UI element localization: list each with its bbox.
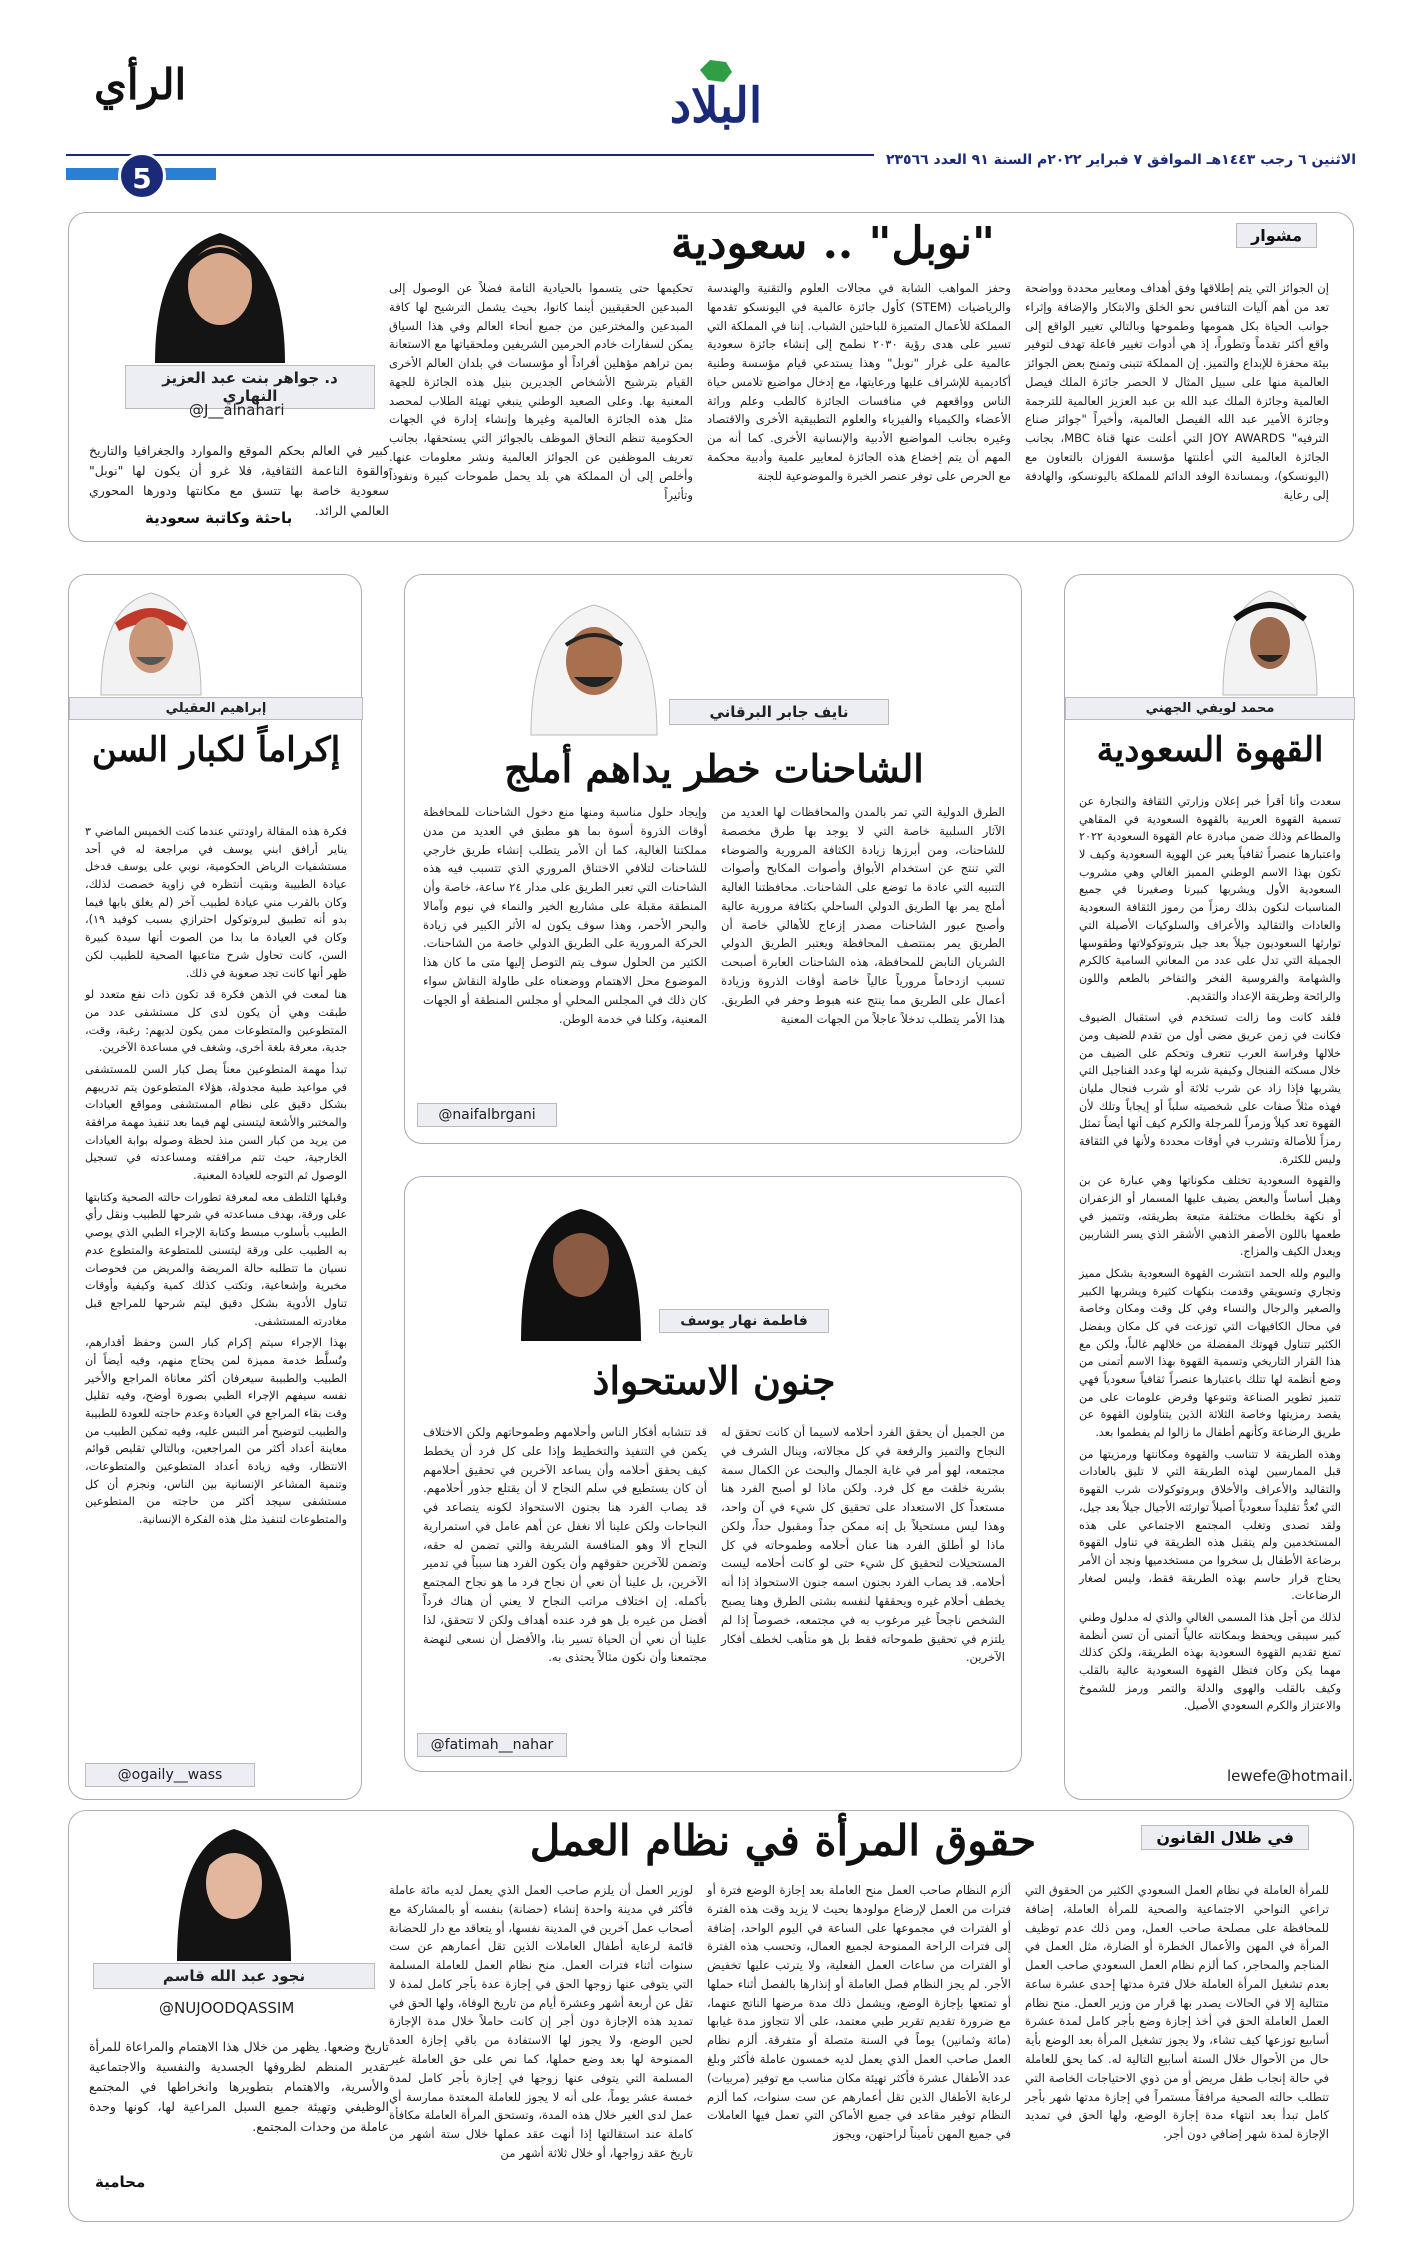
article-column-1: للمرأة العاملة في نظام العمل السعودي الكثير من الحقوق التي تراعي النواحي الاجتماعية والصحية للمرأة العاملة، إضافة للمحافظة على مصلحة صاحب العمل، ومن ذلك عدم توظيف المرأة في المهن والأعمال الخطرة أو الضارة، مثل العمل في المناجم والمحاجر، كما ألزم نظام العمل السعودي صاحب العمل بعدم تشغيل المرأة العاملة خلال فترة مدتها إحدى عشرة ساعة متتالية إلا في الحالات يصدر بها قرار من وزير العمل. منح نظام العمل العاملة الحق في أخذ إجازة وضع بأجر كامل لمدة عشرة أسابيع توزعها كيف تشاء، ولا يجوز تشغيل المرأة بعد الوضع بأية حال من الأحوال خلال الستة أسابيع التالية له. كما يحق للعاملة في حالة إنجاب طفل مريض أو من ذوي الاحتياجات الخاصة التي تتطلب حالته الصحية مرافقاً مستمراً في إجازة مدتها شهر بأجر كامل تبدأ بعد انتهاء مدة إجازة الوضع، ولها الحق في تمديد الإجازة لمدة شهر إضافي دون أجر.: [1025, 1883, 1329, 2142]
article-headline: جنون الاستحواذ: [592, 1358, 836, 1403]
paragraph: فكرة هذه المقالة راودتني عندما كنت الخميس الماضي ٣ يناير أرافق ابني يوسف في مراجعة له في أحد مستشفيات الرياض الحكومية، نوبي على يوسف فدخل عيادة الطبيبة وبقيت أنتظره في زاوية خصصت لذلك، وكان بالقرب مني عيادة لطبيب آخر (لم يغلق بابها فيما بدو أنه تطبيق لبروتوكول احترازي بسبب كوفيد ١٩)، وكان في العيادة ما بدا من الصوت أنها سيدة كبيرة السن، كانت تحاول شرح متاعبها الصحية للطبيب لكن ظهر أنها كانت تجد صعوبة في ذلك.: [85, 825, 347, 980]
article-column-1: الطرق الدولية التي تمر بالمدن والمحافظات لها العديد من الآثار السلبية خاصة التي لا يوجد بها طرق مخصصة للشاحنات، ومن أبرزها زيادة الكثافة المرورية والضوضاء التي تنتج عن استخدام الأبواق وأصوات المكابح وأصوات التنبيه التي عادة ما توضع على الشاحنات. محافظتنا الغالية أملج يمر بها الطريق الدولي الساحلي بكثافة مرورية عالية وأصبح عبور الشاحنات مصدر إزعاج للأهالي خاصة أن الطريق يمر بمنتصف المحافظة ويعتبر الطريق الدولي الشريان النابض للمحافظة، هذه الشاحنات العابرة أصبحت تسبب ازدحاماً مرورياً عالياً خاصة أوقات الذروة وزيادة أعمال على الطريق مما ينتج عنه هبوط وحفر في الطريق. هذا الأمر يتطلب تدخلاً عاجلاً من الجهات المعنية: [721, 805, 1005, 1026]
paragraph: تبدأ مهمة المتطوعين معناً يصل كبار السن للمستشفى في مواعيد طبية مجدولة، هؤلاء المتطوعون يتم تدريبهم بشكل دقيق على نظام المستشفى ومواقع العيادات والمختبر والأشعة ليتسنى لهم فيما بعد تنفيذ مهمة مرافقة من يريد من كبار السن منذ لحظة وصوله بوابة العيادات الخارجية، حيث تتم مرافقته ومساعدته في تسجيل الوصول ثم التوجه للعيادة المعنية.: [85, 1062, 347, 1183]
author-signature: باحثة وكاتبة سعودية: [145, 509, 293, 527]
paragraph: فلقد كانت وما زالت تستخدم في استقبال الضيوف فكانت في زمن عريق مضى أول من تقدم للضيف ومن خلالها وفراسة العرب تتعرف وتحكم على الضيف من خلال مسكته الفنجال وكيفية شربه لها وعدد الفناجيل التي يشربها فإذا زاد عن شرب ثلاثة أو شرب فنجال مليان فهذه مثلاً صفات على شخصيته سلباً أو إيجاباً وتلك لأن القهوة تعد كيلاً وزمراً للمرجلة والكرم كيف أنها أيضاً تمثل رمزاً للأصالة وتشرب في أوقات محددة ولأنها في الثقافة وليس للكثرة.: [1079, 1011, 1341, 1166]
column-tag: مشوار: [1236, 223, 1317, 248]
article-body: [389, 1881, 1329, 2201]
author-photo: [501, 1191, 661, 1341]
left-article: [68, 574, 362, 1800]
author-photo: [159, 1811, 309, 1961]
page-number: 5: [118, 152, 166, 200]
top-article: [68, 212, 1354, 542]
article-column-3: تحكيمها حتى يتسموا بالحيادية التامة فضلاً عن الوصول إلى المبدعين الحقيقيين أينما كانوا، بحيث يشمل الترشيح لها كافة المبدعين والمخترعين من جميع أنحاء العالم وفي هذا السياق يمكن لسفارات خادم الحرمين الشريفين وملحقياتها مع الاستعانة بمن تراهم مؤهلين أفراداً أو مؤسسات في بلدان العالم الأخرى القيام بترشيح الأشخاص الجديرين بنيل هذه الجائزة للجهة المعنية بها. وعلى الصعيد الوطني ينبغي تهيئة الطلاب لمحصد مثل هذه الجائزة العالمية وغيرها وإنشاء إدارة في الجهات الحكومية تنظم التحاق الموظف بالجوائز التي يستحقها، بجانب تعريف الموظفين عن الجوائز العالمية ونشر معلومات عنها. وأخلص إلى أن المملكة هي بلد يحمل طموحات كبيرة ونفوذاً وتأثيراً: [389, 281, 693, 502]
paragraph: وقبلها التلطف معه لمعرفة تطورات حالته الصحية وكتابتها على ورقة، بهدف مساعدته في شرحها للطبيب ونقل رأي الطبيب بأسلوب مبسط وكتابة الإجراء الطبي الذي يوصي به الطبيب على ورقة ليتسنى للمتطوعة والمتطوع عدم نسيان ما تتطلبه حالة المريضة والمريض من فحوصات مخبرية وإشعاعية، وتكتب كذلك كمية وكيفية وأوقات تناول الأدوية بشكل دقيق ليتم شرحها للمراجع قبل مغادرته المستشفى.: [85, 1190, 347, 1328]
author-photo: [1215, 575, 1325, 695]
article-column-2: وحفز المواهب الشابة في مجالات العلوم والتقنية والهندسة والرياضيات (STEM) كأول جائزة عالمية في اليونسكو تقدمها المملكة للأعمال المتميزة للباحثين الشباب. إننا في المملكة التي تسير على هدى رؤية ٢٠٣٠ نطمح إلى إنشاء جائزة سعودية عالمية على غرار "نوبل" وهذا يستدعي قيام مؤسسة وطنية أكاديمية للإشراف عليها ورعايتها، مع إدخال مواضيع تلامس حياة الناس وواقعهم في منافسات الجائزة كالطب وعلم وراثة الأعضاء والكيمياء والفيزياء والعلوم التطبيقية الأخرى والاقتصاد وغيره بجانب المواضيع الأدبية والإنسانية الأخرى. كما أنه من المهم أن يتم إخضاع هذه الجائزة لمعايير علمية وأدبية محكمة مع الحرص على توفر عنصر الخبرة والموضوعية للجنة: [707, 281, 1011, 483]
bottom-article: [68, 1810, 1354, 2222]
paragraph: سعدت وأنا أقرأ خبر إعلان وزارتي الثقافة والتجارة عن تسمية القهوة العربية بالقهوة السعودية في المقاهي والمطاعم وذلك ضمن مبادرة عام القهوة السعودية ٢٠٢٢ واعتبارها عنصراً ثقافياً يعبر عن الهوية السعودية وكيف لا تكون بهذا الاسم الوطني المميز الغالي وهي مشروب السعودية الأول ويشربها كبيرنا وصغيرنا في جميع المناسبات لنكون بذلك رمزاً من رموز الثقافة السعودية والعادات والتقاليد والأعراف والسلوكيات الأصيلة التي توارثها السعوديون جيلاً بعد جيل بتروتوكولاتها وطقوسها الجميلة التي تدل على عدد من المعاني السامية كالكرم والشهامة والفروسية الفخر والتفاخر بالطعم واللون والرائحة وطريقة الإعداد والتقديم.: [1079, 795, 1341, 1003]
author-photo: [519, 585, 669, 735]
article-body: [1079, 793, 1341, 1753]
author-handle[interactable]: @ogaily__wass: [85, 1763, 255, 1787]
article-column-2: قد تتشابه أفكار الناس وأحلامهم وطموحاتهم ولكن الاختلاف يكمن في التنفيذ والتخطيط وإذا على كل فرد أن يخطط كيف يحقق أحلامه وأن يساعد الآخرين في تحقيق أحلامهم أن كان يستطيع في سلم النجاح لا أن يقتلع جذور أحلامهم. قد يصاب الفرد هنا بجنون الاستحواذ لكونه يتصاعد في النجاحات ولكن علينا ألا نغفل عن أهم عامل في استمرارية النجاح ألا وهو المنافسة الشريفة والتي تضمن له حقه، وتضمن للآخرين حقوقهم وأن يكون الفرد هنا سبباً في تدمير الآخرين، بل علينا أن نعي أن نجاح فرد ما هو نجاح المجتمع بأكمله. إن اختلاف مراتب النجاح لا يعني أن هناك فرداً أفضل من غيره بل هو فرد عنده أهداف ولكن لا تتحقق، لذا علينا أن نعي أن الحياة تسير بنا، والأفضل أن نسعى لنهضة مجتمعنا وأن نكون مثالاً يحتذى به.: [423, 1425, 707, 1665]
author-name: فاطمة نهار يوسف: [659, 1309, 829, 1333]
author-name: محمد لويفي الجهني: [1065, 697, 1355, 720]
author-handle[interactable]: @NUJOODQASSIM: [159, 1999, 295, 2017]
woman-portrait-icon: [125, 213, 315, 363]
author-signature: محامية: [95, 2173, 146, 2191]
woman-portrait-icon: [159, 1811, 309, 1961]
author-name: نجود عبد الله قاسم: [93, 1963, 375, 1989]
article-body: [423, 803, 1005, 1093]
paragraph: واليوم ولله الحمد انتشرت القهوة السعودية بشكل مميز وتجاري وتسويقي وقدمت بنكهات كثيرة ويشربها الكبير والصغير والرجال والنساء وفي كل وقت ومكان وخاصة في محال الكافيهات التي توزعت في كل مكان وبفضل الكثير تتناول قهوتك المفضلة من خلالهم غالباً، ولكن مع هذا القرار التاريخي وتسمية القهوة بهذا الاسم أتمنى من وضع أنظمة لها تتلك باعتبارها عنصراً ثقافياً سعودياً فهي تتميز تطوير الصناعة وتنوعها وفرض علومات على من يقصد رمزيتها وخاصة الثلاثة الذين يتناولون القهوة عن طريق الرضاعة وكأنهم أطفال ما زالوا لم يفطموا بعد.: [1079, 1266, 1341, 1440]
article-body: [85, 823, 347, 1743]
logo-text: البلاد: [669, 78, 763, 134]
author-photo: [125, 213, 315, 363]
author-name: إبراهيم العقيلي: [69, 697, 363, 720]
article-body: [389, 279, 1329, 531]
author-handle[interactable]: @J__alnahari: [189, 401, 285, 419]
author-name: نايف جابر البرقاني: [669, 699, 889, 725]
article-conclusion: كبير في العالم بحكم الموقع والموارد والجغرافيا والتاريخ والقوة الناعمة الثقافية، فلا غرو أن يكون لها "نوبل" سعودية خاصة بها تتسق مع مكانتها ودورها المحوري العالمي الرائد.: [89, 443, 389, 518]
masthead: [66, 60, 1356, 195]
paragraph: لذلك من أجل هذا المسمى الغالي والذي له مدلول وطني كبير سيبقى ويحفظ وبمكانته عالياً أتمنى أن تسن أنظمة تمنع تقديم القهوة السعودية بهذه الطريقة، ولكن كذلك مهما يكن وكان فتظل القهوة السعودية عالية بالقلب وكيف بالقلب والهوى والدلة والتمر ورمز للشموخ والاعتزاز والكرم السعودي الأصيل.: [1079, 1610, 1341, 1713]
paragraph: والقهوة السعودية تختلف مكوناتها وهي عبارة عن بن وهيل أساساً والبعض يضيف عليها المسمار أو الزعفران أو نكهة بخلطات مختلفة متبعة بطريقته، وتتميز في طعمها باللون الأصفر الذهبي الأشقر الذي يسر الشاربين ويعدل الكيف والمزاج.: [1079, 1174, 1341, 1259]
woman-portrait-icon: [501, 1191, 661, 1341]
article-column-2: وإيجاد حلول مناسبة ومنها منع دخول الشاحنات للمحافظة أوقات الذروة أسوة بما هو مطبق في العديد من مدن مملكتنا الغالية، كما أن الأمر يتطلب إنشاء طريق خارجي للشاحنات لتلافي الاختناق المروري الذي تتسبب فيه هذه الشاحنات التي تعبر الطريق على مدار ٢٤ ساعة، خاصة وأن المنطقة مقبلة على مشاريع الخير والنماء في نيوم وآمالا والبحر الأحمر، وهذا سوف يكون له الأثر الكبير في زيادة الحركة المرورية على الطريق الدولي خاصة من الشاحنات. الكثير من الحلول سوف يتم التوصل إليها متى ما كان هذا الموضوع محل الاهتمام ووضعناه على طاولة النقاش سواء كان ذلك في المجلس المحلي أو مجلس المنطقة أو الجهات المعنية، وكلنا في خدمة الوطن.: [423, 805, 707, 1026]
right-article: [1064, 574, 1354, 1800]
author-handle[interactable]: @fatimah__nahar: [417, 1733, 567, 1757]
paragraph: بهذا الإجراء سيتم إكرام كبار السن وحفظ أقدارهم، وتُسلَّط خدمة مميزة لمن يحتاج منهم، وفيه أيضاً أن الطبيب والطبيبة سيعرفان أكثر معاناة المراجع والأخير نفسه سيفهم الإجراء الطبي بصورة أوضح، وفيه تقليل وقت بقاء المراجع في العيادة وعدم حاجته للعودة للطبيبة والطبيب لتوضيح أمر التبس عليه، وفيه تمكين الطبيب من معاينة أعداد أكثر من المراجعين، وبالتالي تقليص قوائم الانتظار، وفيه زيادة أعداد المتطوعين والمتطوعات، وتنمية المشاعر الإنسانية بين الناس، ونجزم أن كل مستشفى سيجد أكثر من حاجته من المتطوعين والمتطوعات لتنفيذ مثل هذه الفكرة الإنسانية.: [85, 1336, 347, 1527]
author-photo: [91, 575, 211, 695]
center-top-article: [404, 574, 1022, 1144]
newspaper-logo[interactable]: [646, 56, 786, 142]
author-handle[interactable]: @naifalbrgani: [417, 1103, 557, 1127]
section-title: الرأي: [94, 60, 187, 109]
man-portrait-icon: [91, 575, 211, 695]
article-headline: "نوبل" .. سعودية: [671, 218, 995, 269]
article-column-2: ألزم النظام صاحب العمل منح العاملة بعد إجازة الوضع فترة أو فترات من العمل لإرضاع مولودها بحيث لا يزيد وقت هذه الفترة أو الفترات في مجموعها على الساعة في اليوم الواحد، إضافة إلى فترات الراحة الممنوحة لجميع العمال، وتحسب هذه الفترة أو الفترات من ساعات العمل الفعلية، ولا يترتب عليها تخفيض الأجر. لم يجز النظام فصل العاملة أو إنذارها بالفصل أثناء حملها أو تمتعها بإجازة الوضع، ويشمل ذلك مدة مرضها الناتج عنهما، مع ضرورة تقديم تقرير طبي معتمد، على ألا تتجاوز مدة غيابها (مائة وثمانين) يوماً في السنة متصلة أو متفرقة. ألزم نظام العمل صاحب العمل الذي يعمل لديه خمسون عاملة فأكثر وبلغ عدد الأطفال عشرة فأكثر تهيئة مكان مناسب مع توفير (مربيات) لرعاية الأطفال الذين تقل أعمارهم عن ست سنوات، كما ألزم النظام توفير مقاعد في جميع الأماكن التي تعمل فيها العاملات في جميع المهن تأميناً لراحتهن، ويجوز: [707, 1883, 1011, 2142]
article-headline: الشاحنات خطر يداهم أملج: [504, 746, 924, 791]
paragraph: وهذه الطريقة لا تتناسب والقهوة ومكانتها ورمزيتها من قبل الممارسين لهذه الطريقة التي لا تليق بالعادات والتقاليد والأعراف والأخلاق وبروتوكولات شرب القهوة التي تُعدُّ تقليداً سعودياً أصيلاً توارثته الأجيال جيلاً بعد جيل، ولقد تصدى وتغلب المجتمع الاجتماعي على هذه المستخدمين ولم يتقبل هذه الطريقة في تناول القهوة برضاعة الأطفال بل سخروا من مستخدميها ونجد أن الأمر يحتاج قرار حاسم بهذه الطريقة فقط، وليس لصغار الرضاعات.: [1079, 1447, 1341, 1603]
article-headline: حقوق المرأة في نظام العمل: [529, 1816, 1037, 1865]
article-column-1: إن الجوائز التي يتم إطلاقها وفق أهداف ومعايير محددة وواضحة تعد من أهم آليات التنافس نحو الخلق والابتكار والإضافة وإثراء جوانب الحياة بكل همومها وطموحها وبالتالي تغيير الواقع إلى واقع أكثر تقدماً وتطوراً، إذ هي أدوات تغيير فاعلة تهدف لتوفير بيئة محفزة للإبداع والتميز. إن المملكة تتبنى وتمنح بعض الجوائز العالمية منها على سبيل المثال لا الحصر جائزة الملك فيصل العالمية وجائزة الملك عبد الله بن عبد العزيز العالمية للترجمة وجائزة الأمير عبد الله الفيصل العالمية، وأخيراً "جوائز صناع الترفيه" JOY AWARDS التي أعلنت عنها قناة MBC، بجانب الجائزة العالمية التي أعلنتها مؤسسة الفوزان بالتعاون مع (اليونسكو)، وبمساندة الوفد الدائم للمملكة باليونسكو، والهادفة إلى رعاية: [1025, 281, 1329, 502]
dateline: الاثنين ٦ رجب ١٤٤٣هـ الموافق ٧ فبراير ٢٠٢٢م السنة ٩١ العدد ٢٣٥٦٦: [874, 152, 1356, 168]
author-handle[interactable]: lewefe@hotmail.: [1227, 1767, 1353, 1785]
article-column-1: من الجميل أن يحقق الفرد أحلامه لاسيما أن كانت تحقق له النجاح والتميز والرفعة في كل مجالاته، وينال الشرف في مجتمعه، لهو أمر في غاية الجمال والبحث عن الكمال سمة بشرية خلقت مع كل فرد. ولكن ماذا لو أصبح الفرد هنا مستعداً كل الاستعداد على تحقيق كل شيء في آن واحد، وهذا ليس مستحيلاً بل إنه ممكن جداً ومقبول حداً، ولكن ماذا لو أطلق الفرد هنا عنان أحلامه وطموحاته في كل المستحيلات لتحقيق كل شيء حتى لو كانت أحلامه ليست أحلامه. قد يصاب الفرد بجنون اسمه جنون الاستحواذ إذا أنه يخطف أحلام غيره ويحققها لنفسه بشتى الطرق وهنا يصبح الشخص ناجحاً غير مرغوب به في مجتمعه، خصوصاً إذا لم يلتزم في تحقيق طموحاته فقط بل هو متأهب لخطف أفكار الآخرين.: [721, 1425, 1005, 1665]
man-portrait-icon: [1215, 575, 1325, 695]
article-conclusion: تاريخ وضعها. يظهر من خلال هذا الاهتمام والمراعاة للمرأة تقدير المنظم لظروفها الجسدية والنفسية والاجتماعية والأسرية، والاهتمام بتطويرها وانخراطها في المجتمع الوظيفي وتهيئة جميع السبل المراعية لها، كونها وحدة عاملة من وحدات المجتمع.: [89, 2039, 389, 2134]
article-column-3: لوزير العمل أن يلزم صاحب العمل الذي يعمل لديه مائة عاملة فأكثر في مدينة واحدة إنشاء (حضانة) بنفسه أو بالمشاركة مع أصحاب عمل آخرين في المدينة نفسها، أو يتعاقد مع دار للحضانة قائمة لرعاية أطفال العاملات الذين تقل أعمارهم عن ست سنوات أثناء فترات العمل. منح نظام العمل للعاملة المسلمة التي يتوفى عنها زوجها الحق في إجازة عدة بأجر كامل لمدة لا تقل عن أربعة أشهر وعشرة أيام من تاريخ الوفاة، ولها الحق في تمديد هذه الإجازة دون أجر إن كانت حاملاً خلال مدة الإجازة لحين الوضع، ولا يجوز لها الاستفادة من باقي إجازة العدة الممنوحة لها بعد وضع حملها، كما نص على حق العاملة غير المسلمة التي يتوفى عنها زوجها في إجازة بأجر كامل لمدة خمسة عشر يوماً، على أنه لا يجوز للعاملة المعتدة ممارسة أي عمل لدى الغير خلال هذه المدة، وتستحق المرأة العاملة مكافأة كاملة عند استقالتها إذا أنهت عقد عملها خلال ستة أشهر من تاريخ عقد زواجها، أو خلال ثلاثة أشهر من: [389, 1883, 693, 2160]
article-headline: إكراماً لكبار السن: [91, 730, 341, 770]
center-mid-article: [404, 1176, 1022, 1772]
column-tag: في ظلال القانون: [1141, 1825, 1309, 1850]
article-headline: القهوة السعودية: [1096, 730, 1324, 770]
article-body: [423, 1423, 1005, 1723]
man-portrait-icon: [519, 585, 669, 735]
paragraph: هنا لمعت في الذهن فكرة قد تكون ذات نفع متعدد لو طبقت وهي أن يكون لدى كل مستشفى عدد من المتطوعين والمتطوعات ممن يكون لديهم: رغبة، وقت، جدية، معرفة بلغة أخرى، وشغف في مساعدة الآخرين.: [85, 988, 347, 1055]
author-name: د. جواهر بنت عبد العزيز النهاري: [125, 365, 375, 409]
